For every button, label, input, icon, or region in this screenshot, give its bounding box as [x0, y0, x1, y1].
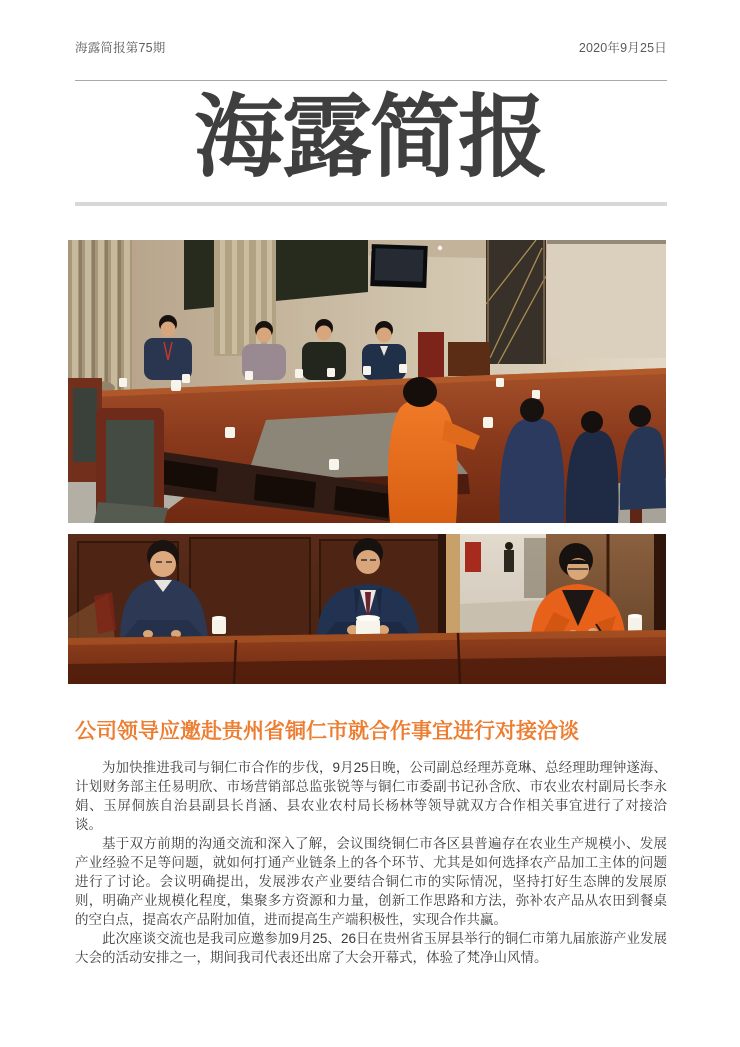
decor-panel	[486, 240, 546, 364]
newsletter-title: 海露简报	[194, 88, 546, 188]
header-rule	[75, 80, 667, 81]
page-header	[75, 38, 667, 56]
title-rule	[75, 202, 667, 206]
delegation-photo	[68, 534, 666, 684]
article-paragraph-2: 基于双方前期的沟通交流和深入了解，会议围绕铜仁市各区县普遍存在农业生产规模小、发展产业经验不足等问题，就如何打通产业链条上的各个环节、尤其是如何选择农产品加工主体的问题进行了讨论。会议明确提出，发展涉农产业要结合铜仁市的实际情况，坚持打好生态牌的发展原则，明确产业规模化程度，集聚多方资源和力量，创新工作思路和方法，弥补农产品从农田到餐桌的空白点，提高农产品附加值，进而提高生产端积极性，实现合作共赢。	[75, 836, 667, 927]
delegation-illustration	[68, 534, 666, 684]
tv-screen	[370, 244, 427, 288]
meeting-room-photo	[68, 240, 666, 523]
meeting-room-illustration	[68, 240, 666, 523]
header-issue: 海露简报第75期	[75, 41, 166, 55]
article-headline: 公司领导应邀赴贵州省铜仁市就合作事宜进行对接洽谈	[75, 720, 579, 743]
header-date: 2020年9月25日	[578, 41, 667, 55]
article-body	[75, 758, 667, 967]
article-paragraph-1: 为加快推进我司与铜仁市合作的步伐，9月25日晚，公司副总经理苏竟琳、总经理助理钟遂海、计划财务部主任易明欣、市场营销部总监张锐等与铜仁市委副书记孙含欣、市农业农村副局长李永娟、玉屏侗族自治县副县长肖涵、县农业农村局长杨林等领导就双方合作相关事宜进行了对接洽谈。	[75, 760, 667, 832]
article-paragraph-3: 此次座谈交流也是我司应邀参加9月25、26日在贵州省玉屏县举行的铜仁市第九届旅游产业发展大会的活动安排之一，期间我司代表还出席了大会开幕式，体验了梵净山风情。	[75, 931, 667, 965]
